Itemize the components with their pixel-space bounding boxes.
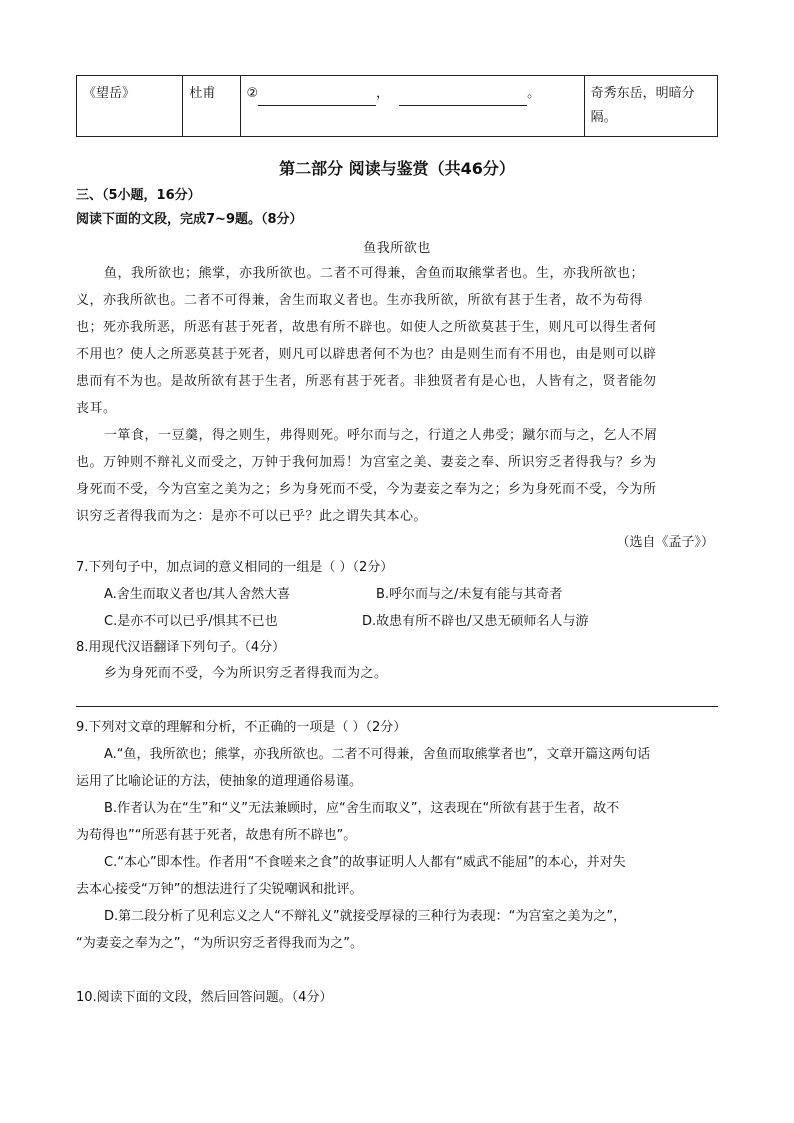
- q9-line: D.第二段分析了见利忘义之人“不辩礼义”就接受厚禄的三种行为表现：“为宫室之美为之”，: [104, 909, 627, 924]
- q10-stem: 10.阅读下面的文段，然后回答问题。（4分）: [76, 990, 333, 1005]
- q7-stem: 7.下列句子中，加点词的意义相同的一组是（ ）（2分）: [76, 560, 394, 575]
- passage-line: 鱼，我所欲也；熊掌，亦我所欲也。二者不可得兼，舍鱼而取熊掌者也。生，亦我所欲也；: [104, 266, 645, 281]
- q9-line: 运用了比喻论证的方法，使抽象的道理通俗易谨。: [76, 774, 363, 789]
- passage-line: 患而有不为也。是故所欲有甚于生者，所恶有甚于死者。非独贤者有是心也，人皆有之，贤者能勿: [76, 374, 657, 389]
- q7-option-d: D.故患有所不辟也/又患无硕师名人与游: [362, 614, 589, 629]
- answer-blank-1[interactable]: [258, 89, 376, 106]
- q9-line: C.“本心”即本性。作者用“不食嗟来之食”的故事证明人人都有“威武不能屈”的本心，并对失: [104, 855, 626, 870]
- reading-instruction: 阅读下面的文段，完成7~9题。（8分）: [76, 212, 303, 227]
- part2-title: 第二部分 阅读与鉴赏（共46分）: [279, 159, 515, 178]
- passage-line: 丧耳。: [76, 401, 117, 416]
- passage-line: 义，亦我所欲也。二者不可得兼，舍生而取义者也。生亦我所欲，所欲有甚于生者，故不为苟得: [76, 293, 644, 308]
- q7-option-b: B.呼尔而与之/未复有能与其奇者: [376, 587, 563, 602]
- blank-period: 。: [527, 86, 541, 101]
- section3-heading: 三、（5小题，16分）: [76, 188, 201, 203]
- table-row: [77, 76, 718, 137]
- passage-title: 鱼我所欲也: [363, 241, 431, 256]
- poem-author-cell: 杜甫: [183, 76, 240, 137]
- q7-option-a: A.舍生而取义者也/其人舍然大喜: [104, 587, 291, 602]
- poem-table: [76, 75, 718, 137]
- passage-line: 身死而不受，今为宫室之美为之；乡为身死而不受，今为妻妾之奉为之；乡为身死而不受，今为所: [76, 482, 657, 497]
- answer-blank-2[interactable]: [399, 89, 527, 106]
- passage-source: （选自《孟子》）: [616, 535, 714, 550]
- passage-line: 不用也？使人之所恶莫甚于死者，则凡可以辟患者何不为也？由是则生而有不用也，由是则可以辟: [76, 347, 657, 362]
- passage-line: 识穷乏者得我而为之：是亦不可以已乎？此之谓失其本心。: [76, 509, 428, 524]
- q9-line: A.“鱼，我所欲也；熊掌，亦我所欲也。二者不可得兼，舍鱼而取熊掌者也”，文章开篇这两句话: [104, 747, 651, 762]
- answer-line-1: 奇秀东岳，明暗分: [590, 86, 695, 101]
- q9-line: B.作者认为在“生”和“义”无法兼顾时，应“舍生而取义”，这表现在“所欲有甚于生者，故不: [104, 801, 620, 816]
- q9-line: 去本心接受“万钟”的想法进行了尖锐嘲讽和批评。: [76, 882, 363, 897]
- q9-stem: 9.下列对文章的理解和分析，不正确的一项是（ ）（2分）: [76, 720, 407, 735]
- blank-comma: ，: [376, 86, 390, 101]
- poem-title-cell: 《望岳》: [77, 76, 183, 137]
- answer-line[interactable]: [76, 706, 718, 707]
- q8-stem: 8.用现代汉语翻译下列句子。（4分）: [76, 640, 286, 655]
- passage-line: 一箪食，一豆羹，得之则生，弗得则死。呼尔而与之，行道之人弗受；蹴尔而与之，乞人不屑: [104, 428, 658, 443]
- answer-line-2: 隔。: [590, 110, 617, 125]
- poem-answer-cell: [584, 76, 717, 137]
- blank-number: ②: [246, 86, 259, 101]
- passage-line: 也。万钟则不辩礼义而受之，万钟于我何加焉！为宫室之美、妻妾之奉、所识穷乏者得我与？乡为: [76, 455, 657, 470]
- fill-blank-cell: [240, 76, 584, 137]
- q9-line: 为苟得也”“所恶有甚于死者，故患有所不辟也”。: [76, 828, 357, 843]
- q9-line: “为妻妾之奉为之”，“为所识穷乏者得我而为之”。: [76, 936, 363, 951]
- q7-option-c: C.是亦不可以已乎/惧其不已也: [104, 614, 278, 629]
- q8-sentence: 乡为身死而不受，今为所识穷乏者得我而为之。: [104, 666, 388, 681]
- passage-line: 也；死亦我所恶，所恶有甚于死者，故患有所不辟也。如使人之所欲莫甚于生，则凡可以得生者何: [76, 320, 657, 335]
